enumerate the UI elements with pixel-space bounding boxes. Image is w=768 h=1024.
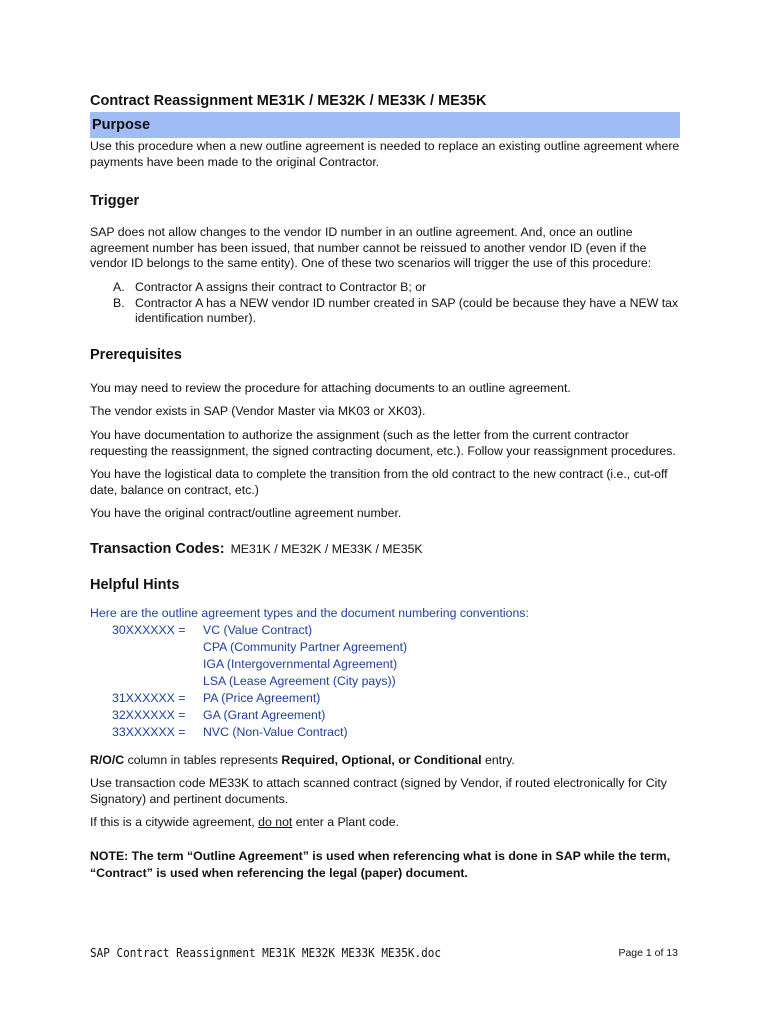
roc-paragraph xyxy=(90,753,680,769)
citywide-post: enter a Plant code. xyxy=(292,815,399,830)
type-description: LSA (Lease Agreement (City pays)) xyxy=(203,673,396,688)
list-item xyxy=(90,724,680,741)
citywide-pre: If this is a citywide agreement, xyxy=(90,815,259,830)
list-item xyxy=(90,690,680,707)
transaction-codes-heading: Transaction Codes: xyxy=(90,540,225,557)
type-description: VC (Value Contract) xyxy=(203,622,313,637)
type-code xyxy=(90,656,203,673)
type-description: GA (Grant Agreement) xyxy=(203,707,326,722)
trigger-list xyxy=(90,280,680,327)
me33k-paragraph: Use transaction code ME33K to attach scanned contract (signed by Vendor, if routed electronically for City Signatory) and pertinent documents. xyxy=(90,776,667,806)
trigger-text: SAP does not allow changes to the vendor ID number in an outline agreement. And, once an outline agreement number has been issued, that number cannot be reissued to another vendor ID (even if the vendor ID belongs to the same entity). One of these two scenarios will trigger the use of this procedure: xyxy=(90,225,652,271)
document-body xyxy=(90,92,680,882)
roc-label: R/O/C xyxy=(90,752,125,767)
transaction-codes-line xyxy=(90,540,680,558)
document-title: Contract Reassignment ME31K / ME32K / ME33K / ME35K xyxy=(90,93,487,109)
type-description: NVC (Non-Value Contract) xyxy=(203,724,348,739)
footer-filename: SAP Contract Reassignment ME31K ME32K ME33K ME35K.doc xyxy=(90,945,441,960)
purpose-heading: Purpose xyxy=(90,112,680,138)
list-marker: A. xyxy=(113,279,125,294)
type-description: PA (Price Agreement) xyxy=(203,690,321,705)
list-item xyxy=(90,296,680,327)
trigger-heading: Trigger xyxy=(90,193,140,210)
type-code xyxy=(90,639,203,656)
type-code xyxy=(90,673,203,690)
list-item-text: Contractor A assigns their contract to Contractor B; or xyxy=(135,279,427,294)
roc-options: Required, Optional, or Conditional xyxy=(281,752,482,767)
list-item xyxy=(90,656,680,673)
footer-page-number: Page 1 of 13 xyxy=(618,947,678,959)
type-description: IGA (Intergovernmental Agreement) xyxy=(203,656,398,671)
list-item xyxy=(90,707,680,724)
type-description: CPA (Community Partner Agreement) xyxy=(203,639,408,654)
roc-end: entry. xyxy=(481,752,515,767)
list-marker: B. xyxy=(113,295,125,310)
list-item xyxy=(90,673,680,690)
hints-intro: Here are the outline agreement types and the document numbering conventions: xyxy=(90,605,529,620)
type-code: 32XXXXXX = xyxy=(112,707,186,722)
list-item xyxy=(90,280,680,296)
agreement-types-list xyxy=(90,622,680,741)
prerequisite-paragraph: The vendor exists in SAP (Vendor Master via MK03 or XK03). xyxy=(90,404,426,419)
roc-text: column in tables represents xyxy=(124,752,282,767)
transaction-codes-value: ME31K / ME32K / ME33K / ME35K xyxy=(230,541,423,556)
prerequisite-paragraph: You have the original contract/outline agreement number. xyxy=(90,506,402,521)
prerequisite-paragraph: You have the logistical data to complete the transition from the old contract to the new contract (i.e., cut-off date, balance on contract, etc.) xyxy=(90,467,668,497)
type-code: 30XXXXXX = xyxy=(112,622,186,637)
helpful-hints-heading: Helpful Hints xyxy=(90,576,180,593)
citywide-underlined: do not xyxy=(258,815,293,830)
citywide-paragraph xyxy=(90,815,680,831)
list-item xyxy=(90,622,680,639)
note-paragraph: NOTE: The term “Outline Agreement” is used when referencing what is done in SAP while the term, “Contract” is used when referencing the legal (paper) document. xyxy=(90,848,671,880)
list-item xyxy=(90,639,680,656)
type-code: 31XXXXXX = xyxy=(112,690,186,705)
purpose-text: Use this procedure when a new outline agreement is needed to replace an existing outline agreement where payments have been made to the original Contractor. xyxy=(90,139,680,169)
list-item-text: Contractor A has a NEW vendor ID number created in SAP (could be because they have a NEW tax identification number). xyxy=(135,295,679,326)
type-code: 33XXXXXX = xyxy=(112,724,186,739)
prerequisites-heading: Prerequisites xyxy=(90,346,182,363)
prerequisite-paragraph: You have documentation to authorize the assignment (such as the letter from the current contractor requesting the reassignment, the signed contracting document, etc.). Follow your reassignment procedures. xyxy=(90,427,676,458)
prerequisite-paragraph: You may need to review the procedure for attaching documents to an outline agreement. xyxy=(90,380,571,395)
